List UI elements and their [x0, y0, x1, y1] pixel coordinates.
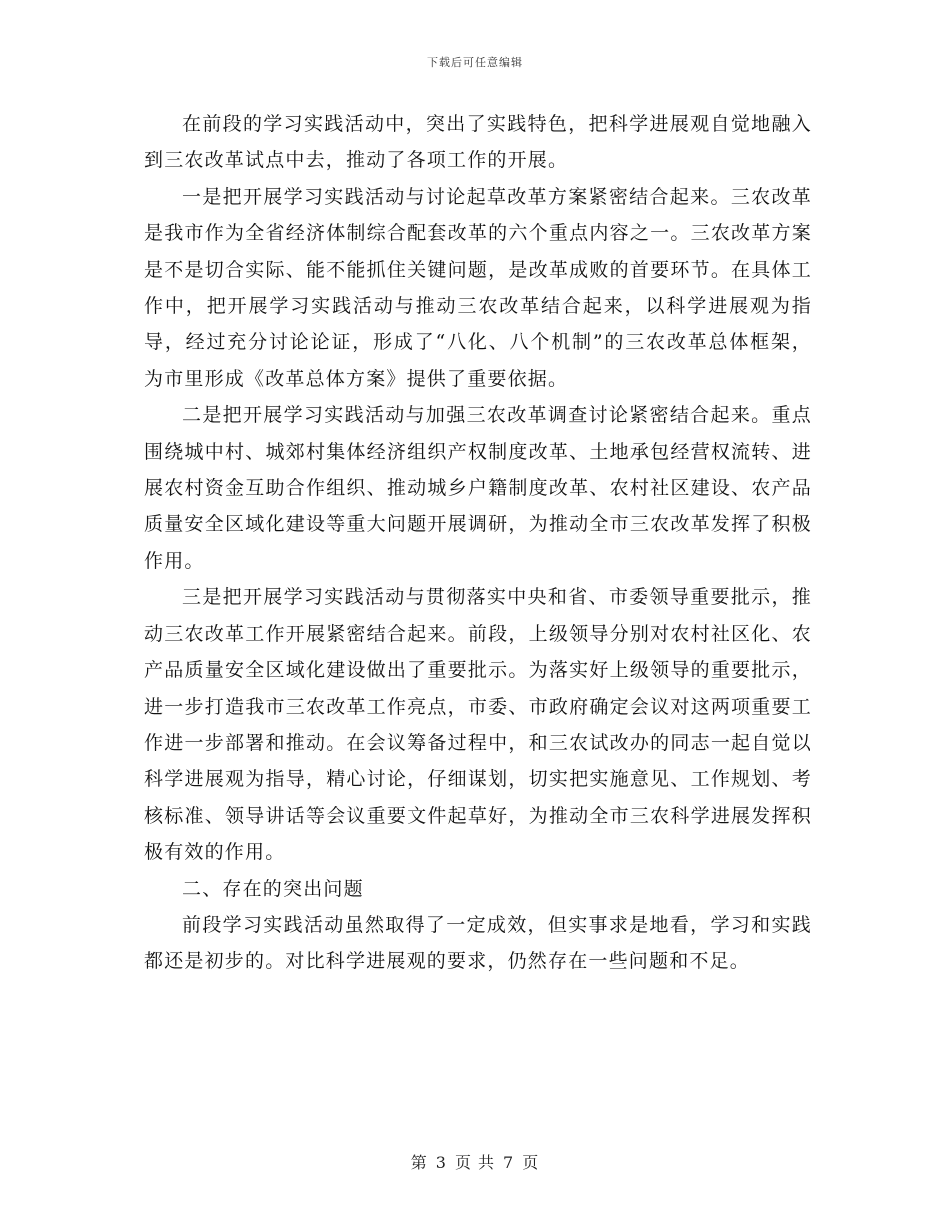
- paragraph: 前段学习实践活动虽然取得了一定成效，但实事求是地看，学习和实践都还是初步的。对比科学进展观的要求，仍然存在一些问题和不足。: [144, 913, 812, 973]
- paragraph: 在前段的学习实践活动中，突出了实践特色，把科学进展观自觉地融入到三农改革试点中去，推动了各项工作的开展。: [144, 113, 812, 172]
- paragraph: 三是把开展学习实践活动与贯彻落实中央和省、市委领导重要批示，推动三农改革工作开展紧密结合起来。前段，上级领导分别对农村社区化、农产品质量安全区域化建设做出了重要批示。为落实好上级领导的重要批示，进一步打造我市三农改革工作亮点，市委、市政府确定会议对这两项重要工作进一步部署和推动。在会议筹备过程中，和三农试改办的同志一起自觉以科学进展观为指导，精心讨论，仔细谋划，切实把实施意见、工作规划、考核标准、领导讲话等会议重要文件起草好，为推动全市三农科学进展发挥积极有效的作用。: [144, 586, 812, 864]
- footer-suffix: 页: [522, 1153, 540, 1172]
- page-total: 7: [503, 1153, 515, 1172]
- section-heading: 二、存在的突出问题: [182, 877, 364, 900]
- page-number: 3: [435, 1153, 447, 1172]
- document-body: [144, 106, 812, 980]
- footer-middle: 页 共: [454, 1153, 496, 1172]
- paragraph: 一是把开展学习实践活动与讨论起草改革方案紧密结合起来。三农改革是我市作为全省经济体制综合配套改革的六个重点内容之一。三农改革方案是不是切合实际、能不能抓住关键问题，是改革成败的首要环节。在具体工作中，把开展学习实践活动与推动三农改革结合起来，以科学进展观为指导，经过充分讨论论证，形成了“八化、八个机制”的三农改革总体框架，为市里形成《改革总体方案》提供了重要依据。: [144, 185, 812, 390]
- page-header: 下载后可任意编辑: [427, 56, 523, 69]
- page-footer: [0, 1150, 950, 1173]
- footer-prefix: 第: [410, 1153, 428, 1172]
- paragraph: 二是把开展学习实践活动与加强三农改革调查讨论紧密结合起来。重点围绕城中村、城郊村集体经济组织产权制度改革、土地承包经营权流转、进展农村资金互助合作组织、推动城乡户籍制度改革、农村社区建设、农产品质量安全区域化建设等重大问题开展调研，为推动全市三农改革发挥了积极作用。: [144, 404, 812, 572]
